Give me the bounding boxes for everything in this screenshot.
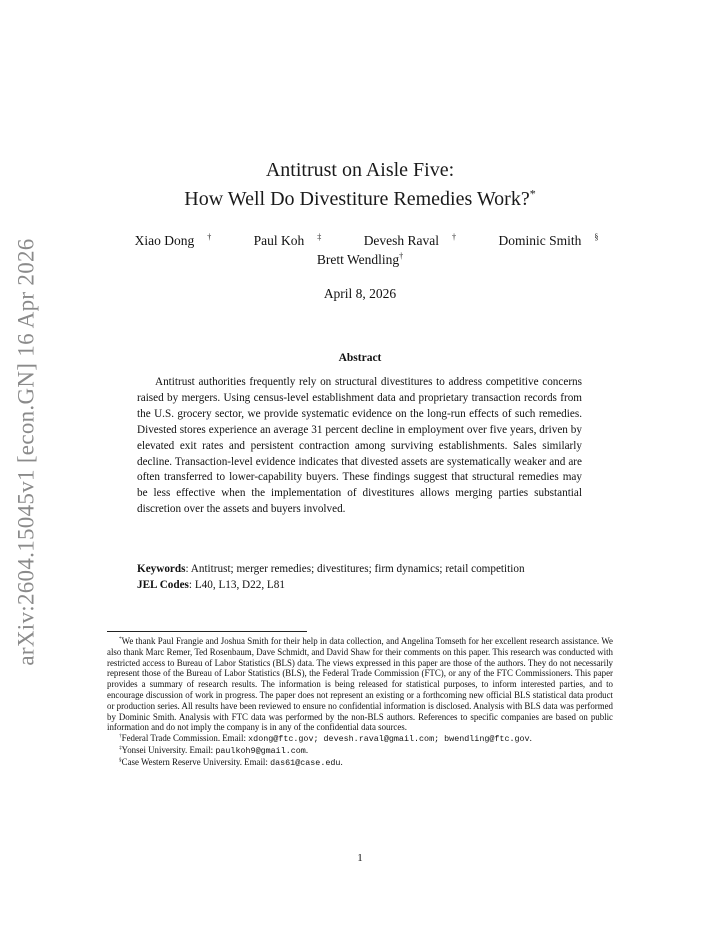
paper-title-line1: Antitrust on Aisle Five: [265, 159, 455, 181]
author: Brett Wendling† [316, 251, 404, 267]
author: Paul Koh ‡ [253, 232, 322, 248]
keywords-block [137, 561, 597, 593]
paper-title-line2: How Well Do Divestiture Remedies Work?* [184, 186, 536, 210]
footnotes [107, 636, 613, 769]
abstract-heading: Abstract [338, 352, 382, 364]
cwru-affiliation-footnote: §Case Western Reserve University. Email: das61@case.edu. [119, 756, 343, 768]
yonsei-affiliation-footnote: ‡Yonsei University. Email: paulkoh9@gmail.com. [119, 744, 309, 756]
email-address: paulkoh9@gmail.com [215, 745, 306, 756]
author: Devesh Raval † [363, 232, 457, 248]
author: Xiao Dong † [134, 232, 212, 248]
email-address: xdong@ftc.gov; devesh.raval@gmail.com; bwendling@ftc.gov [248, 734, 530, 745]
jel-codes-line: JEL Codes: L40, L13, D22, L81 [137, 579, 285, 591]
footnote-divider [107, 631, 307, 632]
keywords-line: Keywords: Antitrust; merger remedies; divestitures; firm dynamics; retail competition [137, 563, 525, 575]
arxiv-identifier-text: arXiv:2604.15045v1 [econ.GN] 16 Apr 2026 [14, 238, 39, 666]
author: Dominic Smith § [498, 232, 599, 248]
title-footnote-mark: * [529, 186, 536, 201]
ftc-affiliation-footnote: †Federal Trade Commission. Email: xdong@ftc.gov; devesh.raval@gmail.com; bwendling@ftc.gov. [119, 733, 532, 745]
email-address: das61@case.edu [270, 757, 341, 768]
paper-date: April 8, 2026 [323, 286, 397, 301]
arxiv-identifier-stamp [6, 238, 48, 666]
author-list [0, 233, 720, 268]
acknowledgement-footnote: *We thank Paul Frangie and Joshua Smith for their help in data collection, and Angelina Tomseth for her excellent research assistance. We also thank Marc Remer, Ted Rosenbaum, Dave Schmidt, and David Shaw for their comments on this paper. This research was conducted with restricted access to Bureau of Labor Statistics (BLS) data. The views expressed in this paper are those of the authors. They do not necessarily represent those of the Bureau of Labor Statistics (BLS), the Federal Trade Commission (FTC), or any of the FTC Commissioners. This paper provides a summary of research results. The information is being released for statistical purposes, to inform interested parties, and to encourage discussion of work in progress. The paper does not represent an existing or a forthcoming new official BLS statistical data product or production series. All results have been reviewed to ensure no confidential information is disclosed. Analysis with BLS data was performed by Dominic Smith. Analysis with FTC data was performed by the non-BLS authors. References to specific companies are based on public information and do not imply the company is in any of the confidential data sources. [107, 636, 613, 733]
page-number: 1 [357, 852, 363, 864]
abstract-text: Antitrust authorities frequently rely on structural divestitures to address competitive concerns raised by mergers. Using census-level establishment data and proprietary transaction records from the U.S. grocery sector, we provide systematic evidence on the long-run effects of such remedies. Divested stores experience an average 31 percent decline in employment over five years, driven by elevated exit rates and persistent contraction among surviving establishments. Sales similarly decline. Transaction-level evidence indicates that divested assets are systematically weaker and are often transferred to lower-capability buyers. These findings suggest that structural remedies may be less effective when the implementation of divestitures allows merging parties substantial discretion over the assets and buyers involved. [137, 376, 582, 516]
